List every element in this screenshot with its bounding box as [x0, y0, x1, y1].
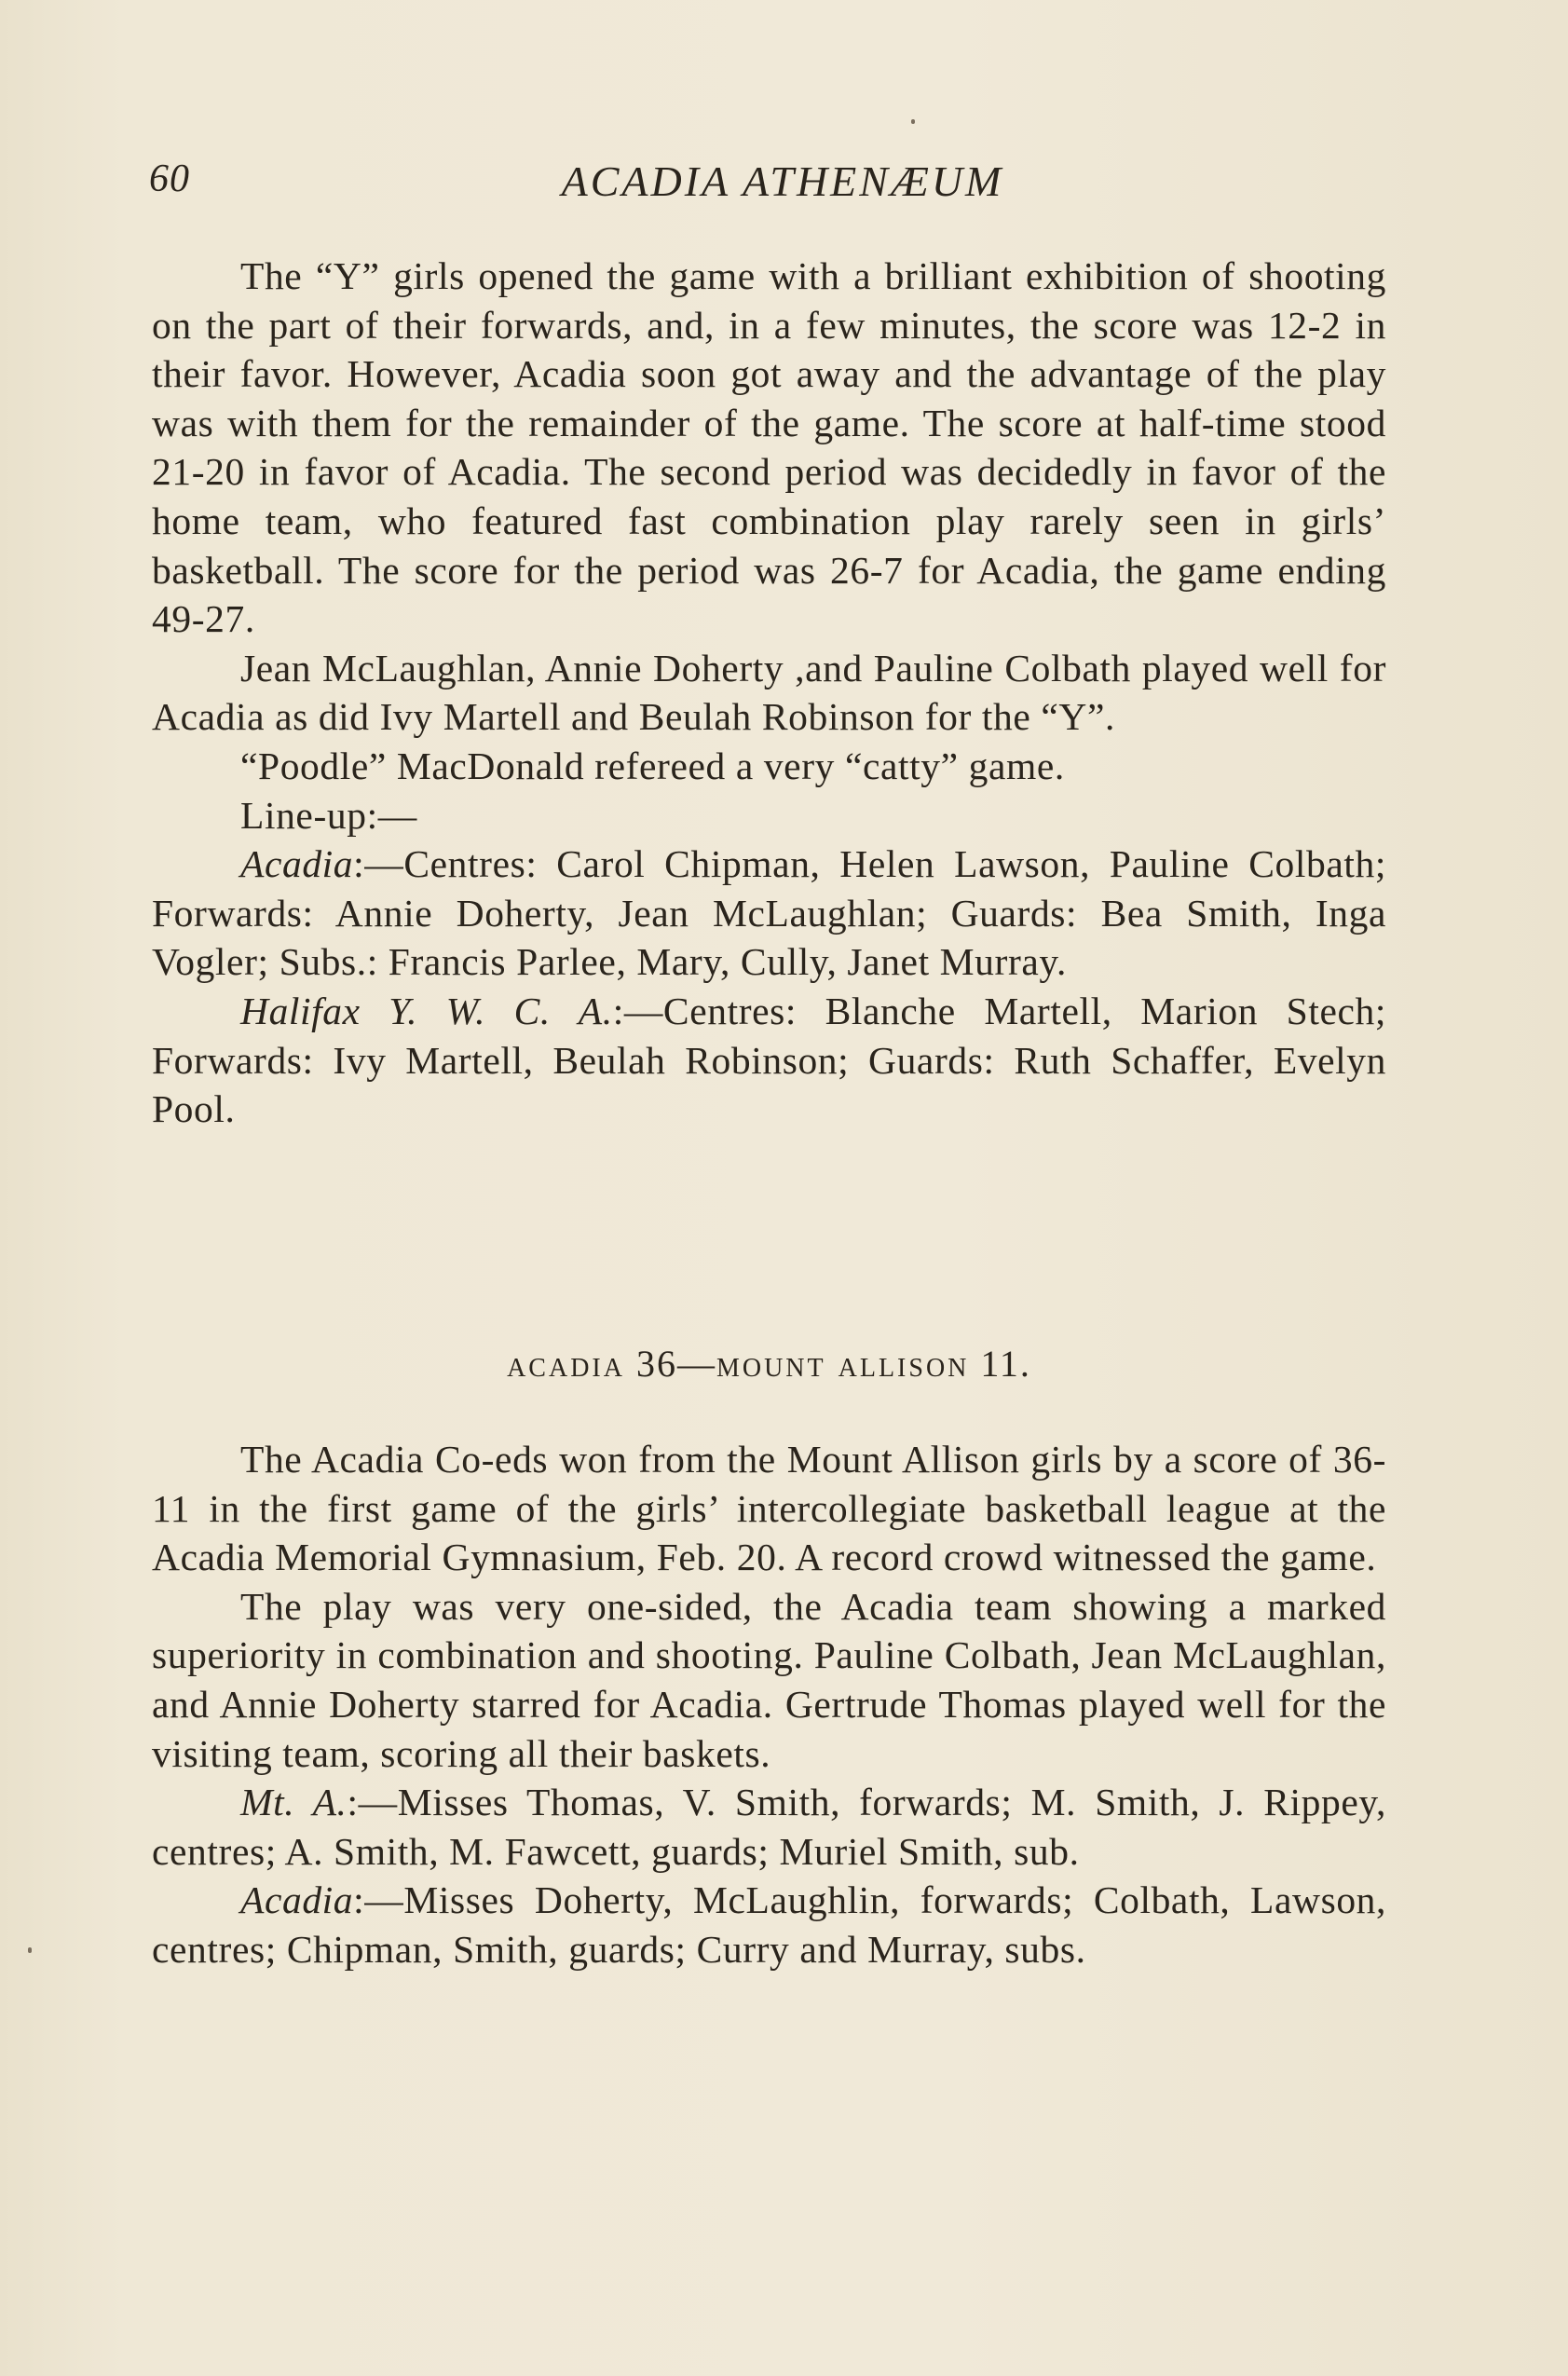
paragraph: The play was very one-sided, the Acadia team showing a marked superiority in combination and shooting. Pauline Colbath, Jean McLaughlan, and Annie Doherty starred for Acadia. Gertrude Thomas played well for the visiting team, scoring all their baskets.	[152, 1584, 1386, 1775]
team-label: Acadia	[240, 1878, 354, 1922]
paragraph: The Acadia Co-eds won from the Mount Allison girls by a score of 36-11 in the first game of the girls’ intercollegiate basketball league at the Acadia Memorial Gymnasium, Feb. 20. A record crowd witnessed the game.	[152, 1438, 1386, 1579]
heading-dash: —	[676, 1343, 716, 1385]
article-section-ywca	[152, 252, 1386, 1134]
lineup-text: :—Misses Doherty, McLaughlin, forwards; Colbath, Lawson, centres; Chipman, Smith, guards; Curry and Murray, subs.	[152, 1878, 1386, 1971]
heading-score: 11.	[980, 1343, 1031, 1385]
lineup-text: :—Misses Thomas, V. Smith, forwards; M. Smith, J. Rippey, centres; A. Smith, M. Fawcett, guards; Muriel Smith, sub.	[152, 1781, 1386, 1873]
heading-team: acadia	[507, 1343, 625, 1385]
heading-score: 36	[635, 1343, 677, 1385]
paragraph: The “Y” girls opened the game with a brilliant exhibition of shooting on the part of their forwards, and, in a few minutes, the score was 12-2 in their favor. However, Acadia soon got away and the advantage of the play was with them for the remainder of the game. The score at half-time stood 21-20 in favor of Acadia. The second period was decidedly in favor of the home team, who featured fast combination play rarely seen in girls’ basketball. The score for the period was 26-7 for Acadia, the game ending 49-27.	[152, 254, 1386, 641]
running-head: ACADIA ATHENÆUM	[561, 157, 1004, 205]
heading-team: mount allison	[716, 1343, 970, 1385]
lineup-halifax	[152, 987, 1386, 1134]
section-heading	[152, 1342, 1386, 1386]
article-section-mount-allison	[152, 1435, 1386, 1974]
paragraph: “Poodle” MacDonald refereed a very “catty” game.	[240, 744, 1065, 787]
lineup-text: :—Centres: Carol Chipman, Helen Lawson, Pauline Colbath; Forwards: Annie Doherty, Jean McLaughlan; Guards: Bea Smith, Inga Vogler; Subs.: Francis Parlee, Mary, Cully, Janet Murray.	[152, 842, 1386, 984]
team-label: Acadia	[240, 842, 354, 886]
paragraph: Jean McLaughlan, Annie Doherty ,and Pauline Colbath played well for Acadia as did Ivy Martell and Beulah Robinson for the “Y”.	[152, 646, 1386, 739]
lineup-mt-a	[152, 1778, 1386, 1876]
print-speck	[28, 1947, 32, 1953]
lineup-acadia	[152, 840, 1386, 987]
lineup-acadia	[152, 1876, 1386, 1973]
print-speck	[911, 119, 915, 124]
paragraph: Line-up:—	[240, 793, 417, 837]
team-label: Halifax Y. W. C. A.	[240, 989, 613, 1032]
team-label: Mt. A.	[240, 1781, 348, 1824]
page-header	[149, 157, 1416, 212]
page-number: 60	[149, 157, 190, 200]
lineup-text: :—Centres: Blanche Martell, Marion Stech; Forwards: Ivy Martell, Beulah Robinson; Guards: Ruth Schaffer, Evelyn Pool.	[152, 989, 1386, 1131]
